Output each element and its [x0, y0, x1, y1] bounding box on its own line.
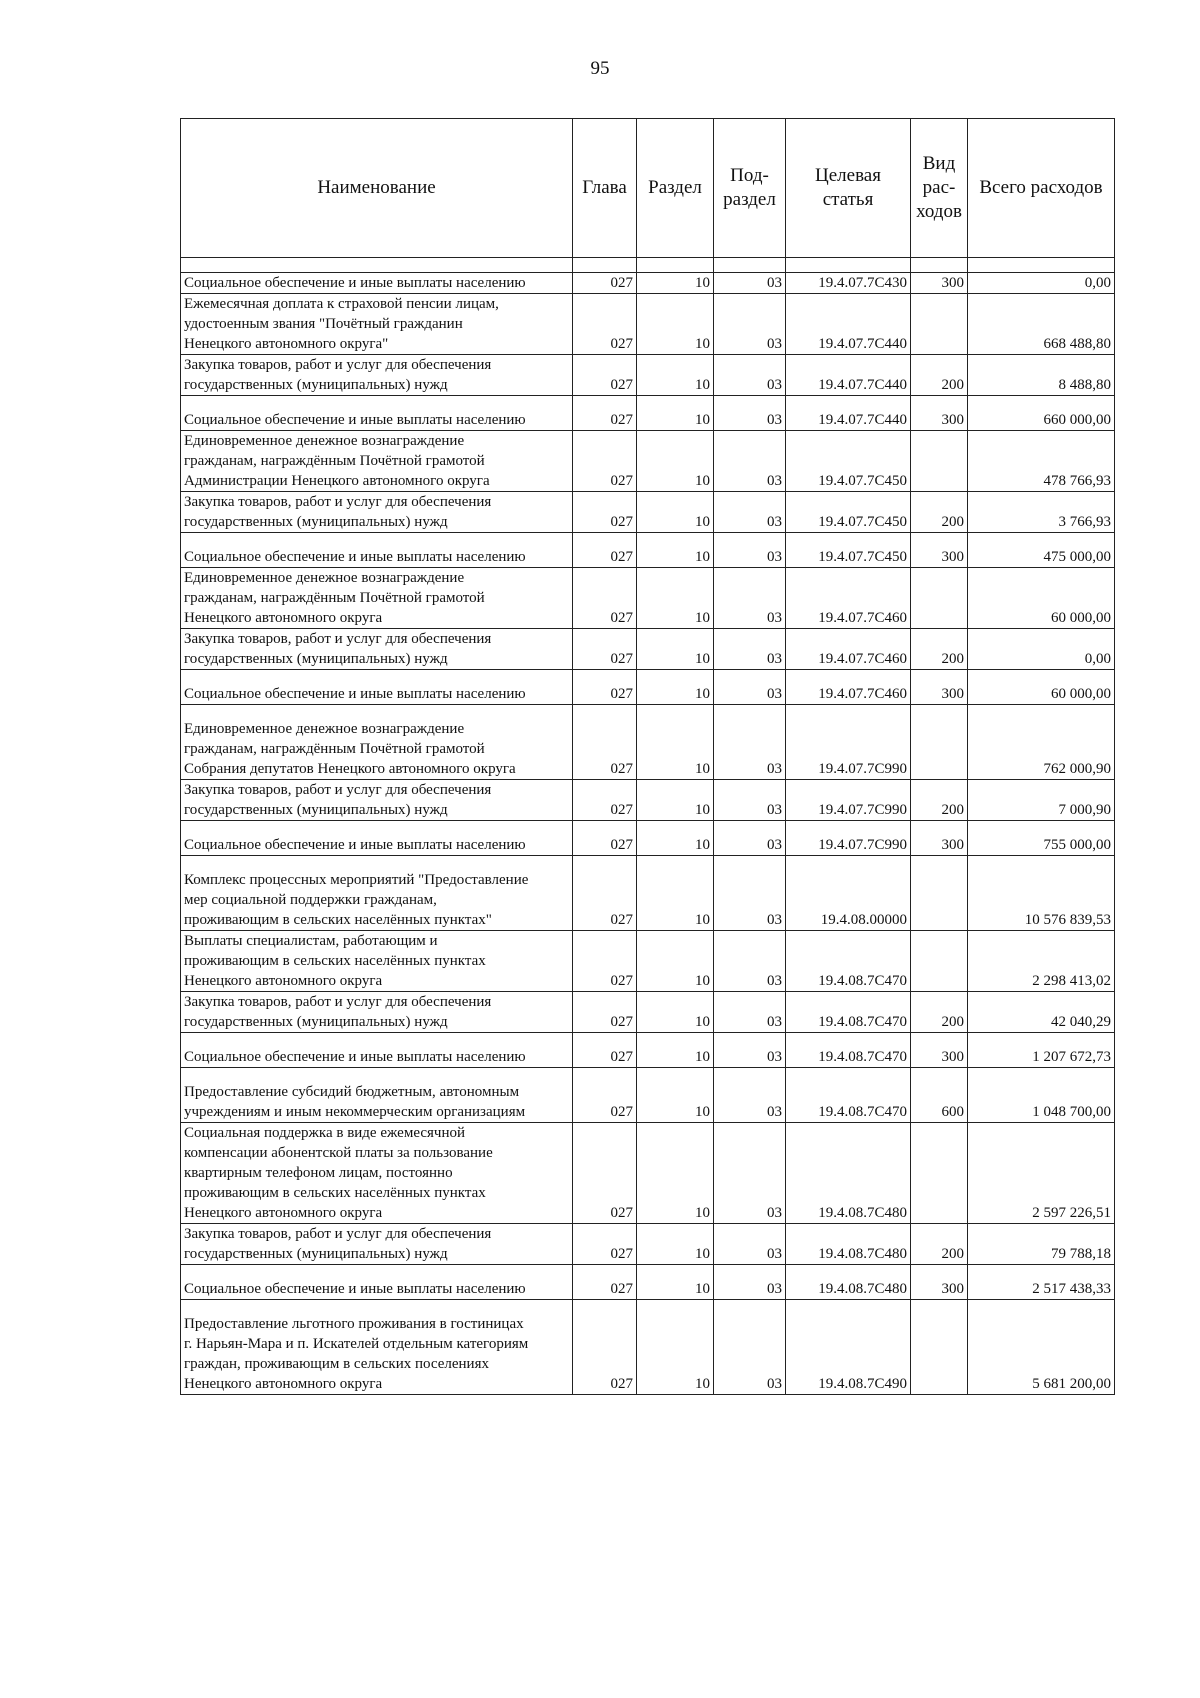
cell-name-line: Социальное обеспечение и иные выплаты населению: [184, 1281, 526, 1297]
cell-razdel: 10: [637, 856, 714, 931]
cell-total: 1 048 700,00: [968, 1068, 1115, 1123]
cell-glava: 027: [573, 355, 637, 396]
cell-name-line: Ненецкого автономного округа: [184, 973, 383, 989]
cell-vid: 300: [911, 396, 968, 431]
cell-podrazdel: 03: [714, 492, 786, 533]
cell-name-line: проживающим в сельских населённых пунктах: [184, 1185, 486, 1201]
cell-name-line: Предоставление льготного проживания в гостиницах: [184, 1316, 524, 1332]
cell-vid: 300: [911, 533, 968, 568]
cell-glava: 027: [573, 533, 637, 568]
header-vid-line1: Вид: [922, 153, 956, 174]
table-row: [181, 1068, 1115, 1123]
cell-podrazdel: 03: [714, 568, 786, 629]
cell-name: [181, 355, 573, 396]
cell-celevaya: 19.4.08.7С470: [786, 1033, 911, 1068]
cell-glava: 027: [573, 670, 637, 705]
cell-podrazdel: 03: [714, 355, 786, 396]
header-podrazdel: [714, 119, 786, 258]
cell-celevaya: 19.4.07.7С990: [786, 705, 911, 780]
cell-name: [181, 1123, 573, 1224]
cell-celevaya: 19.4.08.7С470: [786, 1068, 911, 1123]
cell-name-line: Социальное обеспечение и иные выплаты населению: [184, 549, 526, 565]
cell-name-line: граждан, проживающим в сельских поселениях: [184, 1356, 489, 1372]
table-row: [181, 705, 1115, 780]
table-row: [181, 396, 1115, 431]
cell-vid: 600: [911, 1068, 968, 1123]
cell-name-line: г. Нарьян-Мара и п. Искателей отдельным категориям: [184, 1336, 529, 1352]
cell-razdel: 10: [637, 1123, 714, 1224]
cell-razdel: 10: [637, 431, 714, 492]
cell-total: 60 000,00: [968, 670, 1115, 705]
cell-total: 10 576 839,53: [968, 856, 1115, 931]
cell-razdel: 10: [637, 1033, 714, 1068]
cell-vid: [911, 856, 968, 931]
cell-vid: 300: [911, 1033, 968, 1068]
table-row: [181, 355, 1115, 396]
cell-podrazdel: 03: [714, 629, 786, 670]
cell-name-line: мер социальной поддержки гражданам,: [184, 892, 437, 908]
cell-name-line: государственных (муниципальных) нужд: [184, 377, 448, 393]
table-row: [181, 856, 1115, 931]
cell-total: 755 000,00: [968, 821, 1115, 856]
cell-glava: 027: [573, 294, 637, 355]
cell-name-line: Единовременное денежное вознаграждение: [184, 570, 465, 586]
cell-vid: [911, 931, 968, 992]
cell-name-line: гражданам, награждённым Почётной грамотой: [184, 453, 485, 469]
cell-glava: 027: [573, 1224, 637, 1265]
cell-total: 475 000,00: [968, 533, 1115, 568]
cell-glava: 027: [573, 396, 637, 431]
cell-glava: 027: [573, 629, 637, 670]
cell-name-line: Администрации Ненецкого автономного округа: [184, 473, 490, 489]
cell-name-line: гражданам, награждённым Почётной грамотой: [184, 590, 485, 606]
cell-celevaya: 19.4.07.7С450: [786, 492, 911, 533]
cell-podrazdel: 03: [714, 431, 786, 492]
cell-razdel: 10: [637, 821, 714, 856]
header-vid-line2: рас-: [922, 177, 956, 198]
header-vid-line3: ходов: [916, 201, 962, 222]
cell-podrazdel: 03: [714, 670, 786, 705]
cell-podrazdel: 03: [714, 396, 786, 431]
cell-name: [181, 1033, 573, 1068]
cell-name-line: учреждениям и иным некоммерческим организациям: [184, 1104, 526, 1120]
cell-name-line: Собрания депутатов Ненецкого автономного округа: [184, 761, 516, 777]
table-row: [181, 533, 1115, 568]
cell-celevaya: 19.4.08.7С480: [786, 1224, 911, 1265]
cell-vid: 300: [911, 273, 968, 294]
cell-name-line: Закупка товаров, работ и услуг для обеспечения: [184, 1226, 492, 1242]
cell-name-line: Выплаты специалистам, работающим и: [184, 933, 438, 949]
cell-name: [181, 533, 573, 568]
cell-name-line: Комплекс процессных мероприятий "Предоставление: [184, 872, 529, 888]
cell-razdel: 10: [637, 396, 714, 431]
cell-vid: 200: [911, 629, 968, 670]
cell-name: [181, 1068, 573, 1123]
cell-vid: 200: [911, 992, 968, 1033]
cell-name-line: Закупка товаров, работ и услуг для обеспечения: [184, 494, 492, 510]
cell-total: 3 766,93: [968, 492, 1115, 533]
cell-vid: 300: [911, 821, 968, 856]
table-row: [181, 431, 1115, 492]
cell-podrazdel: 03: [714, 273, 786, 294]
cell-glava: 027: [573, 492, 637, 533]
cell-glava: 027: [573, 1033, 637, 1068]
cell-total: 7 000,90: [968, 780, 1115, 821]
cell-podrazdel: 03: [714, 1068, 786, 1123]
cell-name-line: государственных (муниципальных) нужд: [184, 1246, 448, 1262]
cell-razdel: 10: [637, 931, 714, 992]
cell-name-line: Социальное обеспечение и иные выплаты населению: [184, 412, 526, 428]
table-row: [181, 568, 1115, 629]
cell-podrazdel: 03: [714, 1033, 786, 1068]
cell-name-line: государственных (муниципальных) нужд: [184, 651, 448, 667]
cell-name: [181, 431, 573, 492]
header-celevaya: [786, 119, 911, 258]
cell-razdel: 10: [637, 1265, 714, 1300]
cell-razdel: 10: [637, 1224, 714, 1265]
cell-razdel: 10: [637, 629, 714, 670]
header-podrazdel-line1: Под-: [730, 165, 769, 186]
cell-vid: [911, 705, 968, 780]
cell-name-line: Социальное обеспечение и иные выплаты населению: [184, 1049, 526, 1065]
cell-total: 8 488,80: [968, 355, 1115, 396]
cell-celevaya: 19.4.07.7С430: [786, 273, 911, 294]
cell-celevaya: 19.4.07.7С990: [786, 821, 911, 856]
header-name: Наименование: [181, 119, 573, 258]
cell-glava: 027: [573, 992, 637, 1033]
cell-celevaya: 19.4.07.7С460: [786, 629, 911, 670]
cell-celevaya: 19.4.07.7С440: [786, 396, 911, 431]
cell-total: 79 788,18: [968, 1224, 1115, 1265]
cell-name: [181, 492, 573, 533]
cell-vid: [911, 294, 968, 355]
cell-name-line: Социальное обеспечение и иные выплаты населению: [184, 686, 526, 702]
page-number: 95: [590, 58, 610, 79]
cell-name: [181, 705, 573, 780]
cell-name: [181, 629, 573, 670]
cell-glava: 027: [573, 1123, 637, 1224]
cell-glava: 027: [573, 931, 637, 992]
cell-glava: 027: [573, 1300, 637, 1395]
table-row: [181, 1123, 1115, 1224]
cell-vid: 200: [911, 780, 968, 821]
cell-total: 2 597 226,51: [968, 1123, 1115, 1224]
cell-razdel: 10: [637, 294, 714, 355]
cell-name-line: Ежемесячная доплата к страховой пенсии лицам,: [184, 296, 499, 312]
cell-razdel: 10: [637, 992, 714, 1033]
header-total: Всего расходов: [968, 119, 1115, 258]
cell-glava: 027: [573, 780, 637, 821]
cell-podrazdel: 03: [714, 1265, 786, 1300]
cell-glava: 027: [573, 431, 637, 492]
cell-name: [181, 931, 573, 992]
cell-name-line: Социальное обеспечение и иные выплаты населению: [184, 837, 526, 853]
cell-razdel: 10: [637, 355, 714, 396]
cell-celevaya: 19.4.07.7С450: [786, 431, 911, 492]
cell-name-line: государственных (муниципальных) нужд: [184, 802, 448, 818]
cell-name-line: Ненецкого автономного округа": [184, 336, 389, 352]
cell-celevaya: 19.4.07.7С450: [786, 533, 911, 568]
cell-razdel: 10: [637, 1068, 714, 1123]
cell-total: 1 207 672,73: [968, 1033, 1115, 1068]
cell-vid: [911, 1300, 968, 1395]
cell-name-line: Закупка товаров, работ и услуг для обеспечения: [184, 994, 492, 1010]
cell-celevaya: 19.4.07.7С990: [786, 780, 911, 821]
cell-name-line: Социальное обеспечение и иные выплаты населению: [184, 275, 526, 291]
cell-razdel: 10: [637, 492, 714, 533]
cell-glava: 027: [573, 856, 637, 931]
cell-celevaya: 19.4.07.7С440: [786, 355, 911, 396]
cell-celevaya: 19.4.07.7С440: [786, 294, 911, 355]
cell-name: [181, 1224, 573, 1265]
cell-total: 762 000,90: [968, 705, 1115, 780]
cell-podrazdel: 03: [714, 856, 786, 931]
header-podrazdel-line2: раздел: [723, 189, 776, 210]
header-razdel: Раздел: [637, 119, 714, 258]
cell-razdel: 10: [637, 1300, 714, 1395]
cell-glava: 027: [573, 1265, 637, 1300]
cell-podrazdel: 03: [714, 533, 786, 568]
cell-podrazdel: 03: [714, 1224, 786, 1265]
cell-glava: 027: [573, 705, 637, 780]
cell-total: 668 488,80: [968, 294, 1115, 355]
table-row: [181, 780, 1115, 821]
cell-glava: 027: [573, 1068, 637, 1123]
table-row: [181, 1300, 1115, 1395]
cell-name-line: проживающим в сельских населённых пунктах": [184, 912, 492, 928]
cell-name-line: Единовременное денежное вознаграждение: [184, 433, 465, 449]
header-celevaya-line1: Целевая: [815, 165, 881, 186]
cell-glava: 027: [573, 273, 637, 294]
cell-total: 478 766,93: [968, 431, 1115, 492]
cell-vid: [911, 1123, 968, 1224]
cell-vid: 300: [911, 1265, 968, 1300]
cell-name-line: квартирным телефоном лицам, постоянно: [184, 1165, 453, 1181]
cell-podrazdel: 03: [714, 821, 786, 856]
cell-name-line: государственных (муниципальных) нужд: [184, 514, 448, 530]
cell-name-line: государственных (муниципальных) нужд: [184, 1014, 448, 1030]
cell-name: [181, 992, 573, 1033]
table-row: [181, 492, 1115, 533]
cell-total: 0,00: [968, 273, 1115, 294]
table-row: [181, 629, 1115, 670]
table-row: [181, 931, 1115, 992]
cell-name: [181, 1265, 573, 1300]
cell-name-line: Единовременное денежное вознаграждение: [184, 721, 465, 737]
cell-name: [181, 294, 573, 355]
cell-podrazdel: 03: [714, 294, 786, 355]
cell-razdel: 10: [637, 568, 714, 629]
cell-name: [181, 273, 573, 294]
cell-vid: 200: [911, 492, 968, 533]
cell-total: 42 040,29: [968, 992, 1115, 1033]
cell-vid: [911, 568, 968, 629]
header-celevaya-line2: статья: [822, 189, 874, 210]
table-row: [181, 1033, 1115, 1068]
table-row: [181, 821, 1115, 856]
cell-total: 60 000,00: [968, 568, 1115, 629]
cell-vid: 200: [911, 1224, 968, 1265]
cell-celevaya: 19.4.08.7С480: [786, 1123, 911, 1224]
cell-name: [181, 568, 573, 629]
cell-name: [181, 396, 573, 431]
cell-name-line: гражданам, награждённым Почётной грамотой: [184, 741, 485, 757]
cell-name-line: Ненецкого автономного округа: [184, 1205, 383, 1221]
cell-celevaya: 19.4.07.7С460: [786, 568, 911, 629]
header-spacer-row: [181, 258, 1115, 273]
table-row: [181, 992, 1115, 1033]
table-header-row: [181, 119, 1115, 258]
cell-name: [181, 670, 573, 705]
table-row: [181, 670, 1115, 705]
cell-name-line: Ненецкого автономного округа: [184, 1376, 383, 1392]
cell-podrazdel: 03: [714, 1300, 786, 1395]
header-vid: [911, 119, 968, 258]
cell-celevaya: 19.4.07.7С460: [786, 670, 911, 705]
cell-razdel: 10: [637, 705, 714, 780]
cell-razdel: 10: [637, 273, 714, 294]
cell-celevaya: 19.4.08.7С490: [786, 1300, 911, 1395]
cell-celevaya: 19.4.08.7С480: [786, 1265, 911, 1300]
cell-total: 2 517 438,33: [968, 1265, 1115, 1300]
cell-name: [181, 856, 573, 931]
cell-razdel: 10: [637, 780, 714, 821]
cell-name-line: Закупка товаров, работ и услуг для обеспечения: [184, 357, 492, 373]
cell-glava: 027: [573, 568, 637, 629]
cell-celevaya: 19.4.08.7С470: [786, 992, 911, 1033]
cell-name: [181, 1300, 573, 1395]
cell-podrazdel: 03: [714, 705, 786, 780]
cell-name-line: Закупка товаров, работ и услуг для обеспечения: [184, 782, 492, 798]
cell-vid: 300: [911, 670, 968, 705]
cell-razdel: 10: [637, 670, 714, 705]
cell-total: 0,00: [968, 629, 1115, 670]
header-glava: Глава: [573, 119, 637, 258]
cell-name-line: Ненецкого автономного округа: [184, 610, 383, 626]
cell-podrazdel: 03: [714, 1123, 786, 1224]
cell-podrazdel: 03: [714, 992, 786, 1033]
cell-vid: [911, 431, 968, 492]
cell-name-line: компенсации абонентской платы за пользование: [184, 1145, 493, 1161]
cell-total: 660 000,00: [968, 396, 1115, 431]
cell-celevaya: 19.4.08.00000: [786, 856, 911, 931]
cell-name-line: удостоенным звания "Почётный гражданин: [184, 316, 463, 332]
cell-vid: 200: [911, 355, 968, 396]
cell-name-line: Закупка товаров, работ и услуг для обеспечения: [184, 631, 492, 647]
table-row: [181, 1224, 1115, 1265]
cell-celevaya: 19.4.08.7С470: [786, 931, 911, 992]
cell-total: 5 681 200,00: [968, 1300, 1115, 1395]
table-row: [181, 273, 1115, 294]
cell-razdel: 10: [637, 533, 714, 568]
cell-podrazdel: 03: [714, 780, 786, 821]
cell-name: [181, 780, 573, 821]
cell-total: 2 298 413,02: [968, 931, 1115, 992]
cell-name-line: Предоставление субсидий бюджетным, автономным: [184, 1084, 520, 1100]
cell-name-line: Социальная поддержка в виде ежемесячной: [184, 1125, 466, 1141]
table-row: [181, 1265, 1115, 1300]
budget-table: [180, 118, 1115, 1395]
table-row: [181, 294, 1115, 355]
cell-name: [181, 821, 573, 856]
cell-podrazdel: 03: [714, 931, 786, 992]
cell-glava: 027: [573, 821, 637, 856]
cell-name-line: проживающим в сельских населённых пунктах: [184, 953, 486, 969]
table-body: [181, 258, 1115, 1395]
